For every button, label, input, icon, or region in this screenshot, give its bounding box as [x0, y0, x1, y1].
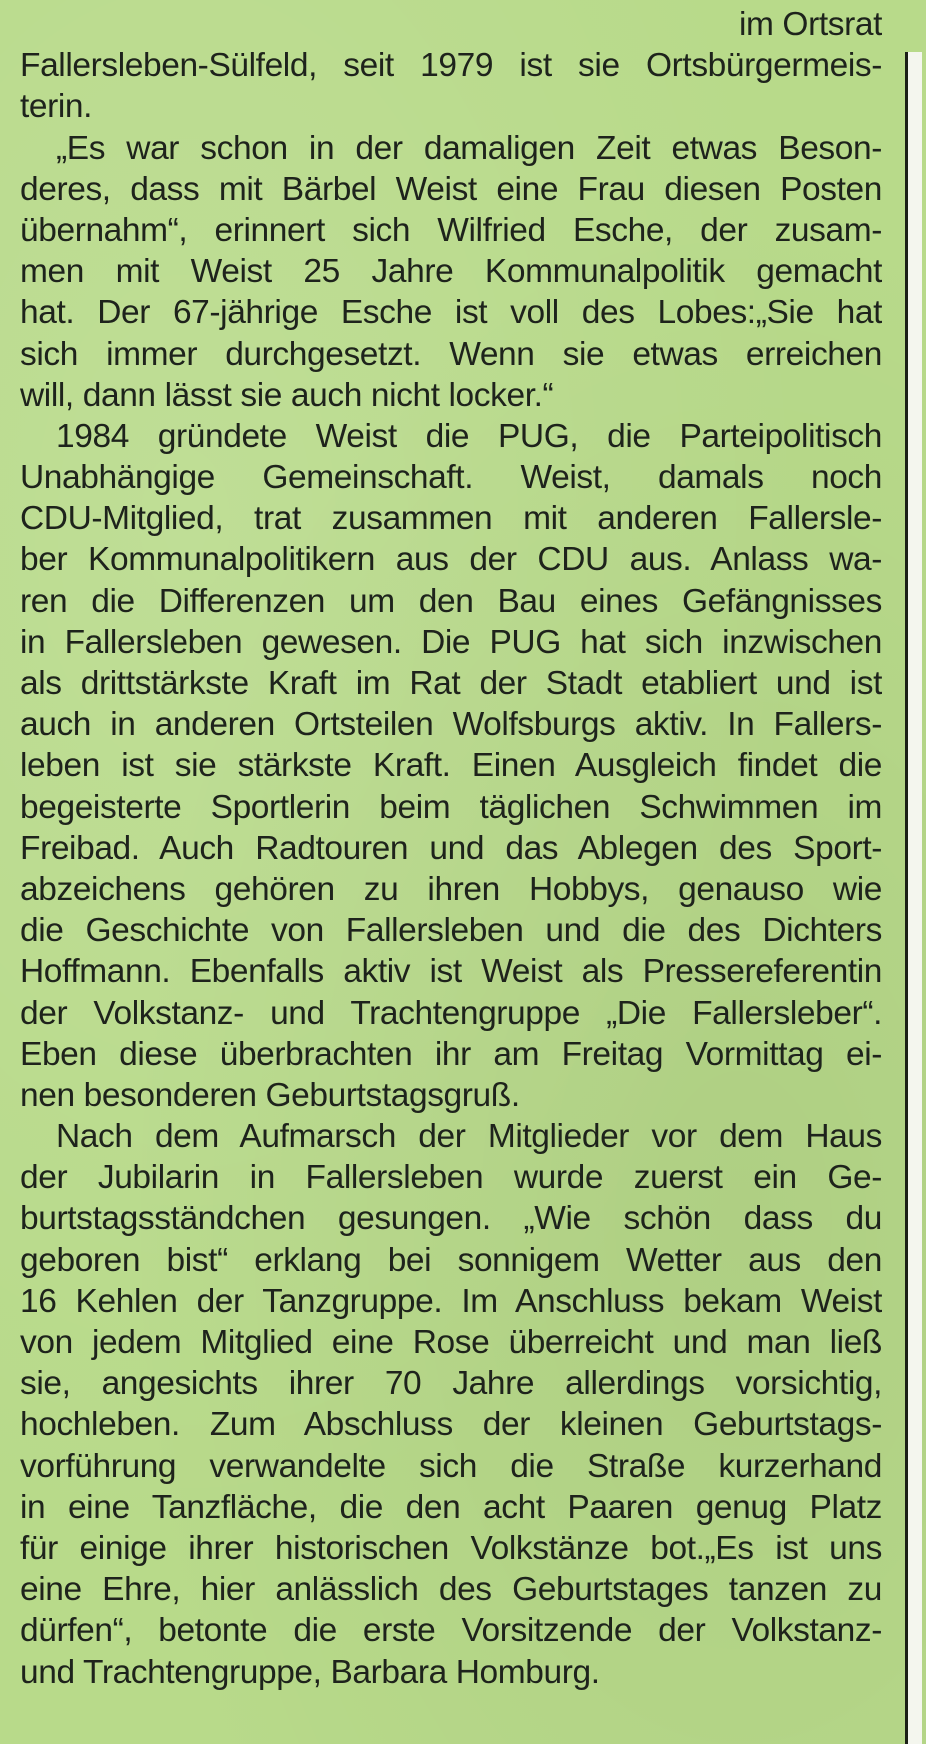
article-line: eine Ehre, hier anlässlich des Geburtstages tanzen zu [20, 1571, 882, 1609]
article-line: 1984 gründete Weist die PUG, die Parteipolitisch [56, 417, 882, 455]
article-line: dürfen“, betonte die erste Vorsitzende der Volkstanz- [20, 1612, 882, 1650]
article-line: burtstagsständchen gesungen. „Wie schön dass du [20, 1200, 882, 1238]
article-line: leben ist sie stärkste Kraft. Einen Ausgleich findet die [20, 747, 882, 785]
article-line: deres, dass mit Bärbel Weist eine Frau diesen Posten [20, 170, 882, 208]
article-line: men mit Weist 25 Jahre Kommunalpolitik gemacht [20, 253, 882, 291]
article-line: ber Kommunalpolitikern aus der CDU aus. Anlass wa- [20, 541, 882, 579]
article-column [20, 4, 882, 1693]
article-line: und Trachtengruppe, Barbara Homburg. [20, 1653, 600, 1691]
article-line: Nach dem Aufmarsch der Mitglieder vor dem Haus [56, 1118, 882, 1156]
article-line: Unabhängige Gemeinschaft. Weist, damals noch [20, 459, 882, 497]
article-line: geboren bist“ erklang bei sonnigem Wetter aus den [20, 1241, 882, 1279]
article-line: vorführung verwandelte sich die Straße kurzerhand [20, 1447, 882, 1485]
article-line: terin. [20, 88, 93, 126]
article-line: Eben diese überbrachten ihr am Freitag Vormittag ei- [20, 1035, 882, 1073]
article-line: Freibad. Auch Radtouren und das Ablegen des Sport- [20, 829, 882, 867]
article-line: in eine Tanzfläche, die den acht Paaren genug Platz [20, 1488, 882, 1526]
article-line: sich immer durchgesetzt. Wenn sie etwas erreichen [20, 335, 882, 373]
article-line: 16 Kehlen der Tanzgruppe. Im Anschluss bekam Weist [20, 1282, 882, 1320]
article-line: CDU-Mitglied, trat zusammen mit anderen Fallersle- [20, 500, 882, 538]
adjacent-column-border [905, 52, 922, 1744]
article-line: übernahm“, erinnert sich Wilfried Esche, der zusam- [20, 211, 882, 249]
article-line: abzeichens gehören zu ihren Hobbys, genauso wie [20, 870, 882, 908]
article-line: der Jubilarin in Fallersleben wurde zuerst ein Ge- [20, 1159, 882, 1197]
article-line: Hoffmann. Ebenfalls aktiv ist Weist als Pressereferentin [20, 953, 882, 991]
article-line: nen besonderen Geburtstagsgruß. [20, 1076, 520, 1114]
article-line: Fallersleben-Sülfeld, seit 1979 ist sie Ortsbürgermeis- [20, 47, 882, 85]
article-line: hochleben. Zum Abschluss der kleinen Geburtstags- [20, 1406, 882, 1444]
article-line: „Es war schon in der damaligen Zeit etwas Beson- [56, 129, 882, 167]
article-line: hat. Der 67-jährige Esche ist voll des Lobes:„Sie hat [20, 294, 882, 332]
article-line: für einige ihrer historischen Volkstänze bot.„Es ist uns [20, 1529, 882, 1567]
article-line: von jedem Mitglied eine Rose überreicht und man ließ [20, 1324, 882, 1361]
article-line: die Geschichte von Fallersleben und die des Dichters [20, 912, 882, 950]
article-line: begeisterte Sportlerin beim täglichen Schwimmen im [20, 788, 882, 826]
article-line: der Volkstanz- und Trachtengruppe „Die Fallersleber“. [20, 994, 882, 1032]
article-line: in Fallersleben gewesen. Die PUG hat sich inzwischen [20, 623, 882, 661]
article-line: will, dann lässt sie auch nicht locker.“ [20, 376, 554, 414]
article-line: ren die Differenzen um den Bau eines Gefängnisses [20, 582, 882, 620]
article-line: im Ortsrat [738, 6, 882, 43]
article-line: auch in anderen Ortsteilen Wolfsburgs aktiv. In Fallers- [20, 706, 882, 744]
article-line: sie, angesichts ihrer 70 Jahre allerdings vorsichtig, [20, 1365, 882, 1403]
article-line: als drittstärkste Kraft im Rat der Stadt etabliert und ist [20, 665, 882, 702]
